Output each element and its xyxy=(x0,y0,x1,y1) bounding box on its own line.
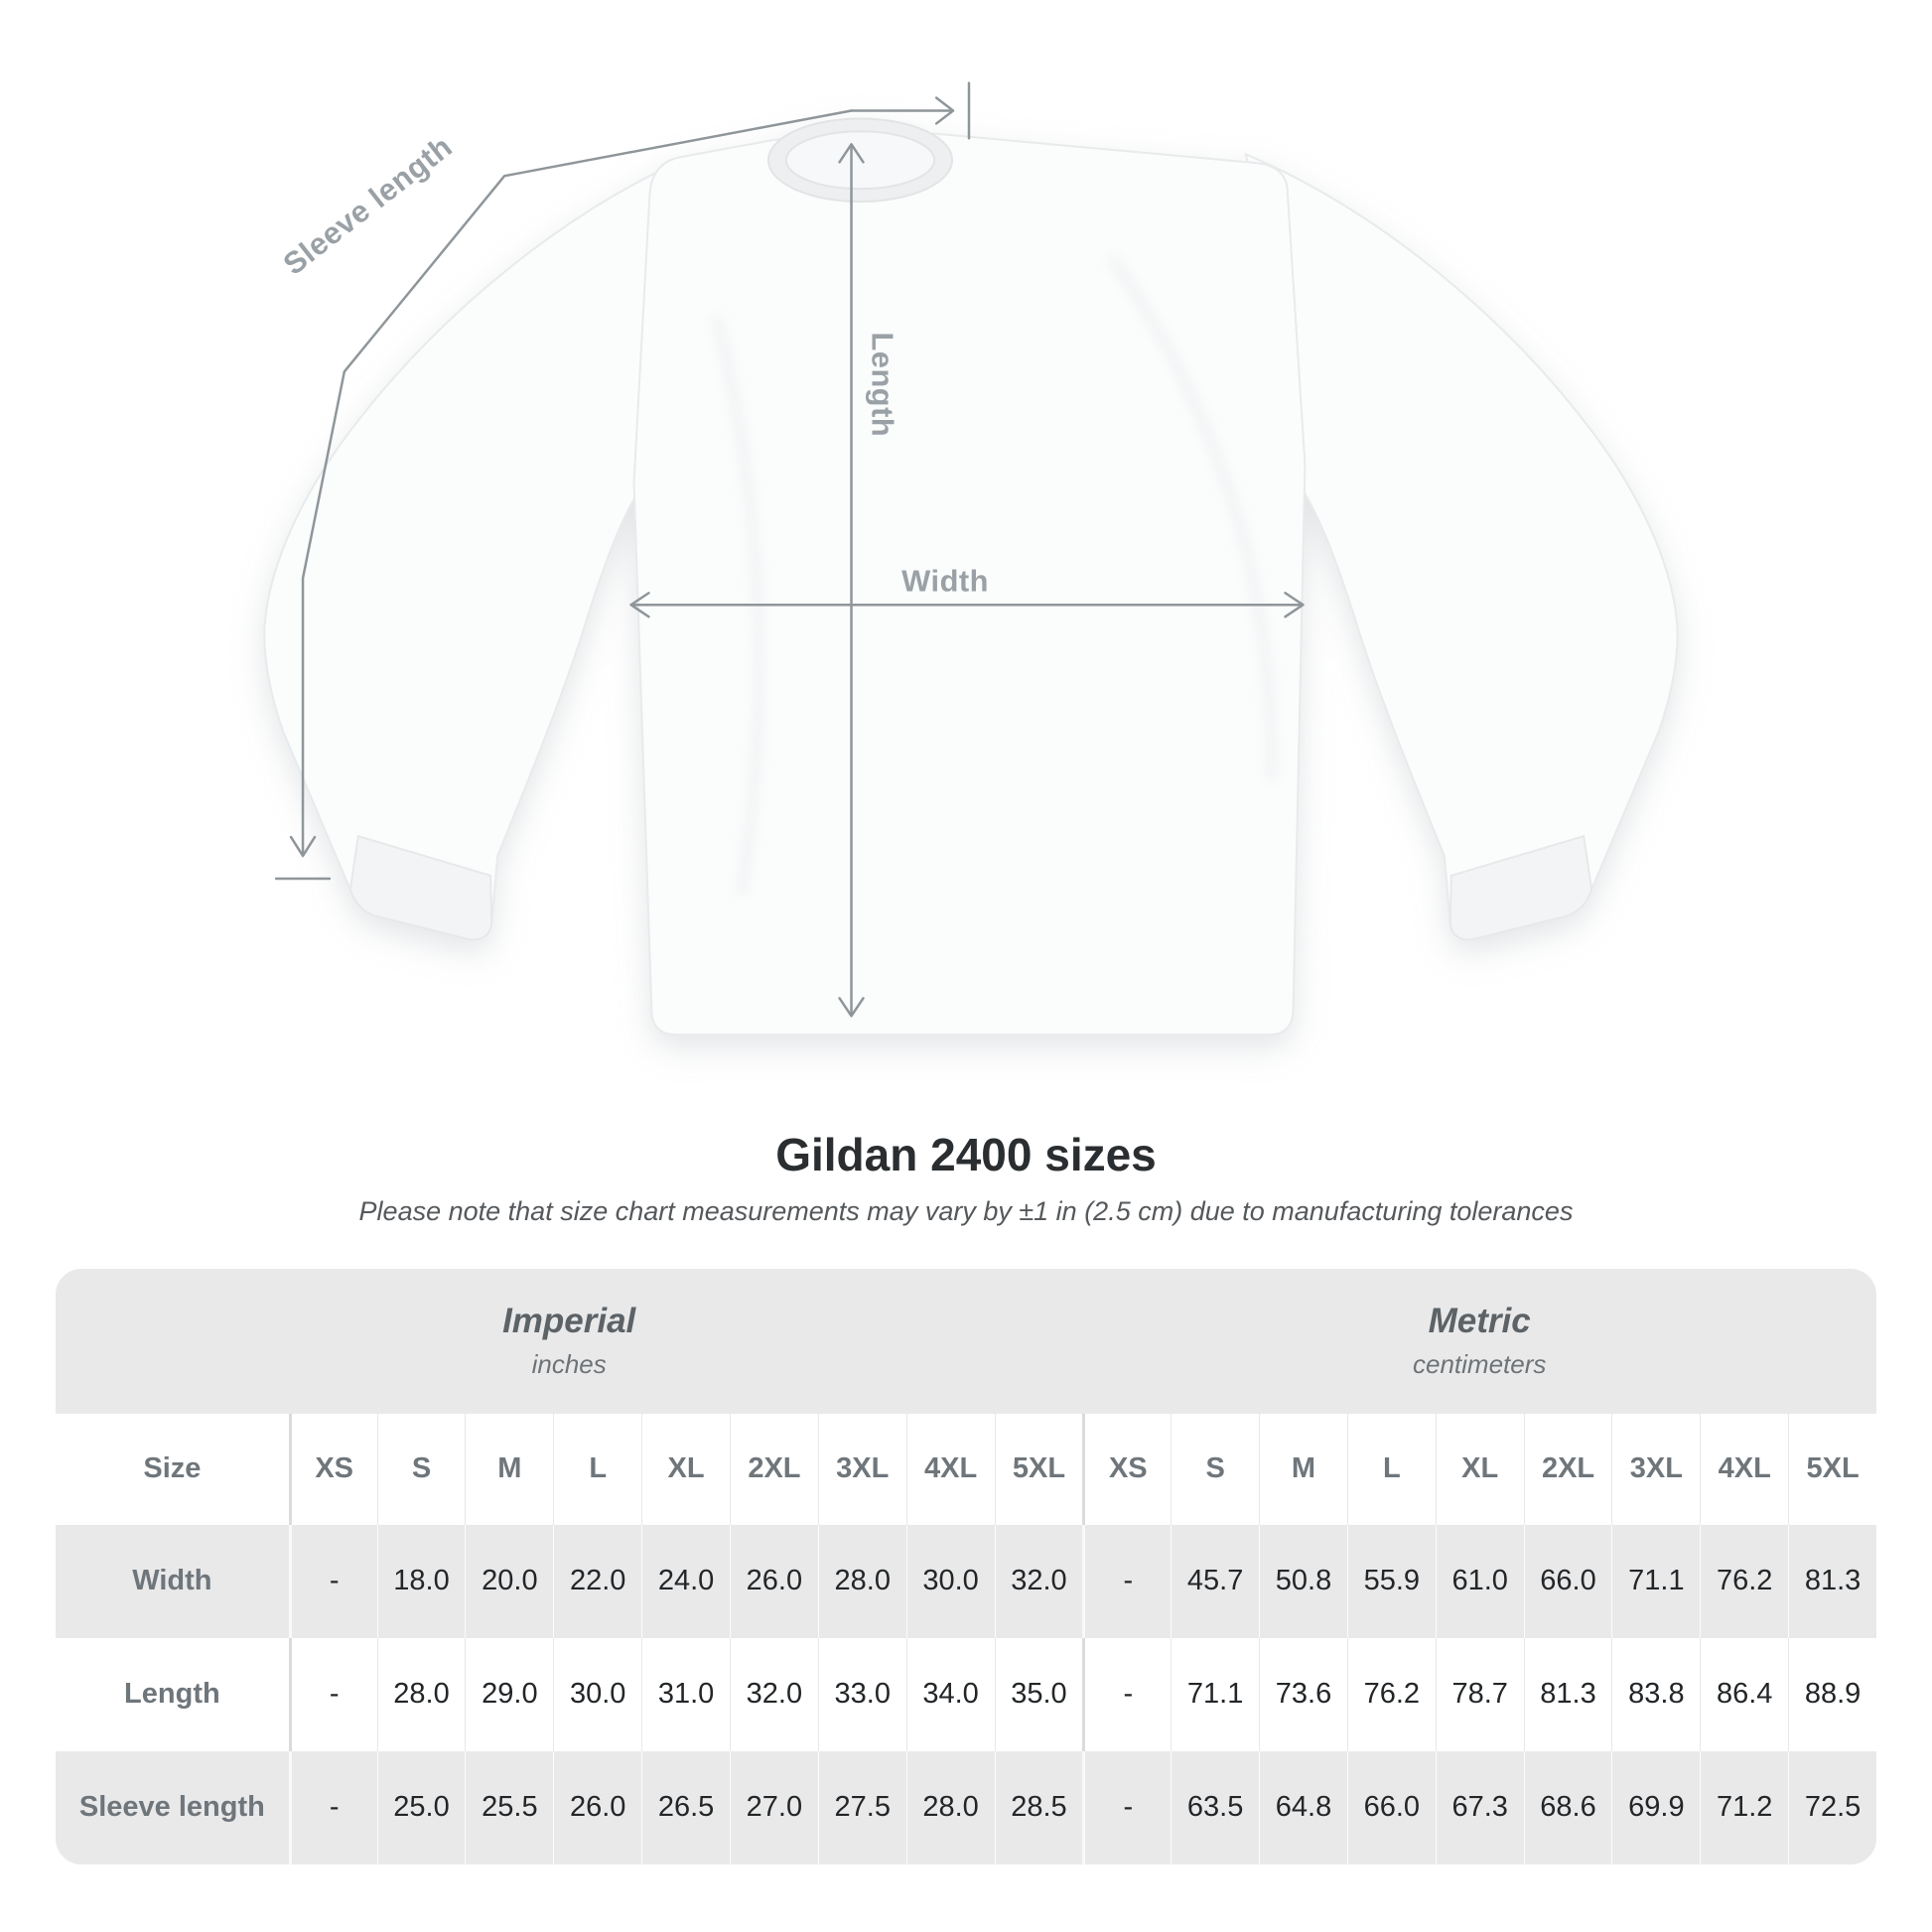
unit-system-band xyxy=(56,1269,1876,1414)
size-header: 5XL xyxy=(995,1414,1083,1525)
value-cell: 63.5 xyxy=(1171,1751,1259,1864)
row-label: Length xyxy=(124,1678,220,1711)
size-header: 2XL xyxy=(730,1414,818,1525)
value-cell: 71.1 xyxy=(1171,1638,1259,1751)
size-table xyxy=(56,1269,1876,1864)
value-cell: 27.5 xyxy=(818,1751,906,1864)
value-cell: 61.0 xyxy=(1436,1525,1524,1638)
value-cell: 64.8 xyxy=(1259,1751,1347,1864)
value-cell: - xyxy=(289,1751,377,1864)
imperial-title: Imperial xyxy=(502,1302,636,1341)
value-cell: 45.7 xyxy=(1171,1525,1259,1638)
value-cell: 26.5 xyxy=(641,1751,730,1864)
table-header-row xyxy=(56,1414,1876,1525)
measurement-rows xyxy=(56,1525,1876,1864)
value-cell: - xyxy=(1082,1751,1171,1864)
width-label: Width xyxy=(901,563,990,599)
value-cell: 28.5 xyxy=(995,1751,1083,1864)
value-cell: - xyxy=(1082,1525,1171,1638)
table-row xyxy=(56,1751,1876,1864)
value-cell: 25.5 xyxy=(465,1751,553,1864)
value-cell: 32.0 xyxy=(995,1525,1083,1638)
value-cell: 26.0 xyxy=(553,1751,641,1864)
size-header: 4XL xyxy=(906,1414,995,1525)
value-cell: 31.0 xyxy=(641,1638,730,1751)
value-cell: - xyxy=(289,1525,377,1638)
size-header: 5XL xyxy=(1788,1414,1876,1525)
size-header: M xyxy=(1259,1414,1347,1525)
value-cell: 29.0 xyxy=(465,1638,553,1751)
value-cell: 69.9 xyxy=(1611,1751,1700,1864)
page-title: Gildan 2400 sizes xyxy=(775,1129,1157,1180)
value-cell: 73.6 xyxy=(1259,1638,1347,1751)
size-header: XS xyxy=(1082,1414,1171,1525)
metric-title: Metric xyxy=(1428,1302,1531,1341)
value-cell: 66.0 xyxy=(1524,1525,1612,1638)
value-cell: 71.1 xyxy=(1611,1525,1700,1638)
value-cell: 25.0 xyxy=(377,1751,466,1864)
value-cell: 28.0 xyxy=(818,1525,906,1638)
table-row xyxy=(56,1525,1876,1638)
sleeve-length-label: Sleeve length xyxy=(276,128,459,282)
size-header: 2XL xyxy=(1524,1414,1612,1525)
size-header: XL xyxy=(1436,1414,1524,1525)
value-cell: - xyxy=(289,1638,377,1751)
shirt-right-sleeve xyxy=(1246,154,1678,939)
tolerance-note: Please note that size chart measurements may vary by ±1 in (2.5 cm) due to manufacturing tolerances xyxy=(358,1195,1574,1226)
value-cell: - xyxy=(1082,1638,1171,1751)
value-cell: 50.8 xyxy=(1259,1525,1347,1638)
metric-unit: centimeters xyxy=(1412,1349,1547,1380)
size-header: L xyxy=(1347,1414,1436,1525)
value-cell: 32.0 xyxy=(730,1638,818,1751)
value-cell: 35.0 xyxy=(995,1638,1083,1751)
value-cell: 27.0 xyxy=(730,1751,818,1864)
value-cell: 71.2 xyxy=(1700,1751,1788,1864)
value-cell: 34.0 xyxy=(906,1638,995,1751)
value-cell: 22.0 xyxy=(553,1525,641,1638)
row-label: Sleeve length xyxy=(78,1791,265,1824)
size-header: XS xyxy=(289,1414,377,1525)
size-header: 3XL xyxy=(818,1414,906,1525)
value-cell: 72.5 xyxy=(1788,1751,1876,1864)
size-column-header: Size xyxy=(143,1452,202,1485)
value-cell: 67.3 xyxy=(1436,1751,1524,1864)
value-cell: 76.2 xyxy=(1700,1525,1788,1638)
value-cell: 88.9 xyxy=(1788,1638,1876,1751)
value-cell: 76.2 xyxy=(1347,1638,1436,1751)
size-header: S xyxy=(1171,1414,1259,1525)
imperial-header xyxy=(56,1269,1082,1414)
value-cell: 78.7 xyxy=(1436,1638,1524,1751)
value-cell: 86.4 xyxy=(1700,1638,1788,1751)
value-cell: 66.0 xyxy=(1347,1751,1436,1864)
row-label: Width xyxy=(132,1565,212,1597)
value-cell: 30.0 xyxy=(906,1525,995,1638)
value-cell: 18.0 xyxy=(377,1525,466,1638)
value-cell: 24.0 xyxy=(641,1525,730,1638)
value-cell: 33.0 xyxy=(818,1638,906,1751)
size-header: S xyxy=(377,1414,466,1525)
value-cell: 28.0 xyxy=(377,1638,466,1751)
value-cell: 26.0 xyxy=(730,1525,818,1638)
value-cell: 83.8 xyxy=(1611,1638,1700,1751)
size-header: M xyxy=(465,1414,553,1525)
size-header: 3XL xyxy=(1611,1414,1700,1525)
metric-header xyxy=(1082,1269,1876,1414)
length-label: Length xyxy=(865,332,900,438)
size-header: XL xyxy=(641,1414,730,1525)
value-cell: 81.3 xyxy=(1788,1525,1876,1638)
value-cell: 28.0 xyxy=(906,1751,995,1864)
value-cell: 30.0 xyxy=(553,1638,641,1751)
value-cell: 55.9 xyxy=(1347,1525,1436,1638)
size-header: L xyxy=(553,1414,641,1525)
value-cell: 20.0 xyxy=(465,1525,553,1638)
value-cell: 81.3 xyxy=(1524,1638,1612,1751)
size-header: 4XL xyxy=(1700,1414,1788,1525)
value-cell: 68.6 xyxy=(1524,1751,1612,1864)
imperial-unit: inches xyxy=(531,1349,607,1380)
table-row xyxy=(56,1638,1876,1751)
shirt-left-sleeve xyxy=(264,154,696,939)
